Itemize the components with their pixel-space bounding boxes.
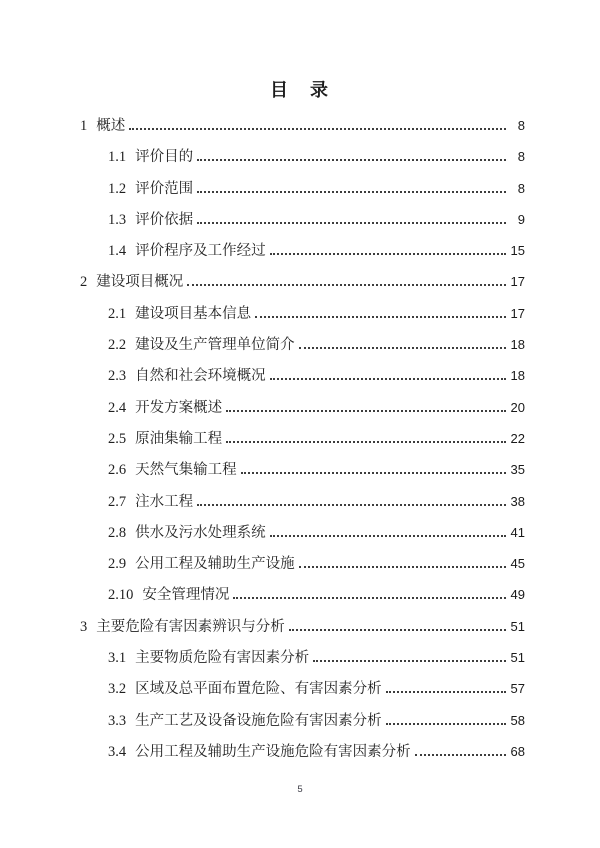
dot-leader — [386, 689, 506, 693]
toc-entry-page: 8 — [517, 149, 525, 165]
dot-leader — [197, 502, 506, 506]
toc-entry[interactable] — [0, 392, 600, 423]
toc-entry-label: 建设及生产管理单位简介 — [135, 337, 295, 354]
toc-entry-page: 58 — [510, 712, 525, 728]
toc-entry-page: 17 — [510, 305, 525, 321]
page-title: 目 录 — [270, 80, 330, 100]
toc-entry[interactable] — [0, 736, 600, 767]
toc-entry[interactable] — [0, 517, 600, 548]
toc-entry-number: 2.2 — [108, 337, 127, 354]
toc-entry[interactable] — [0, 579, 600, 610]
dot-leader — [289, 627, 506, 631]
toc-entry-number: 2.9 — [108, 556, 127, 573]
toc-entry-label: 评价依据 — [135, 211, 194, 228]
toc-entry-page: 68 — [510, 743, 525, 759]
toc-entry-label: 天然气集输工程 — [135, 462, 237, 479]
toc-entry-page: 15 — [510, 243, 525, 259]
toc-entry-number: 2 — [80, 274, 88, 291]
toc-list — [0, 110, 600, 767]
dot-leader — [197, 220, 506, 224]
toc-entry-number: 1 — [80, 118, 88, 134]
toc-entry-page: 18 — [510, 368, 525, 384]
toc-entry-page: 9 — [517, 211, 525, 227]
toc-entry-number: 2.5 — [108, 430, 127, 447]
toc-entry-page: 20 — [510, 399, 525, 415]
dot-leader — [299, 564, 506, 568]
toc-entry[interactable] — [0, 673, 600, 704]
dot-leader — [386, 721, 506, 725]
dot-leader — [233, 595, 506, 599]
toc-entry[interactable] — [0, 548, 600, 579]
toc-entry-number: 1.2 — [108, 180, 127, 197]
toc-entry[interactable] — [0, 611, 600, 642]
toc-entry-label: 公用工程及辅助生产设施 — [135, 556, 295, 573]
toc-entry-page: 51 — [510, 650, 525, 666]
toc-entry-number: 2.3 — [108, 368, 127, 385]
dot-leader — [226, 408, 506, 412]
toc-entry-page: 18 — [510, 337, 525, 353]
toc-entry-label: 安全管理情况 — [142, 587, 230, 604]
dot-leader — [226, 439, 506, 443]
dot-leader — [270, 251, 506, 255]
toc-entry-label: 生产工艺及设备设施危险有害因素分析 — [135, 712, 382, 729]
toc-entry-number: 1.4 — [108, 243, 127, 260]
toc-entry-page: 8 — [517, 118, 525, 133]
toc-entry-page: 35 — [510, 462, 525, 478]
toc-entry[interactable] — [0, 298, 600, 329]
toc-entry[interactable] — [0, 705, 600, 736]
toc-entry-page: 38 — [510, 493, 525, 509]
toc-entry-label: 建设项目基本信息 — [135, 305, 252, 322]
toc-entry-page: 49 — [510, 587, 525, 603]
toc-entry-label: 评价范围 — [135, 180, 194, 197]
toc-entry-page: 45 — [510, 556, 525, 572]
dot-leader — [313, 658, 506, 662]
toc-entry-label: 概述 — [96, 118, 126, 134]
dot-leader — [270, 533, 506, 537]
toc-entry-page: 22 — [510, 430, 525, 446]
toc-entry[interactable] — [0, 423, 600, 454]
dot-leader — [415, 752, 506, 756]
dot-leader — [270, 376, 506, 380]
toc-entry-number: 1.3 — [108, 211, 127, 228]
dot-leader — [255, 314, 506, 318]
toc-entry-number: 2.10 — [108, 587, 134, 604]
toc-entry-label: 区域及总平面布置危险、有害因素分析 — [135, 681, 382, 698]
toc-entry-label: 主要物质危险有害因素分析 — [135, 650, 310, 667]
toc-entry-page: 57 — [510, 681, 525, 697]
toc-entry-page: 17 — [510, 274, 525, 290]
toc-entry[interactable] — [0, 486, 600, 517]
toc-entry[interactable] — [0, 454, 600, 485]
toc-entry-label: 建设项目概况 — [96, 274, 184, 291]
toc-entry-number: 3.1 — [108, 650, 127, 667]
dot-leader — [241, 470, 506, 474]
dot-leader — [197, 157, 506, 161]
toc-entry-number: 3.2 — [108, 681, 127, 698]
toc-entry-label: 注水工程 — [135, 493, 194, 510]
toc-entry[interactable] — [0, 141, 600, 172]
toc-entry-label: 评价程序及工作经过 — [135, 243, 266, 260]
dot-leader — [187, 282, 506, 286]
toc-entry-number: 2.7 — [108, 493, 127, 510]
toc-entry[interactable] — [0, 642, 600, 673]
toc-entry[interactable] — [0, 110, 600, 141]
toc-entry-label: 供水及污水处理系统 — [135, 524, 266, 541]
toc-entry-number: 3.3 — [108, 712, 127, 729]
toc-entry-label: 原油集输工程 — [135, 430, 223, 447]
toc-entry-page: 41 — [510, 524, 525, 540]
toc-entry[interactable] — [0, 204, 600, 235]
toc-entry[interactable] — [0, 329, 600, 360]
toc-entry[interactable] — [0, 360, 600, 391]
dot-leader — [197, 189, 506, 193]
toc-entry-number: 2.6 — [108, 462, 127, 479]
toc-entry-label: 主要危险有害因素辨识与分析 — [96, 618, 285, 635]
toc-entry-label: 公用工程及辅助生产设施危险有害因素分析 — [135, 743, 411, 760]
footer-page-number: 5 — [297, 784, 303, 795]
toc-entry-number: 2.4 — [108, 399, 127, 416]
dot-leader — [299, 345, 506, 349]
dot-leader — [129, 126, 506, 130]
toc-entry[interactable] — [0, 173, 600, 204]
toc-entry[interactable] — [0, 266, 600, 297]
toc-entry-number: 1.1 — [108, 149, 127, 166]
toc-entry-number: 3.4 — [108, 743, 127, 760]
toc-entry-page: 8 — [517, 180, 525, 196]
toc-entry-label: 自然和社会环境概况 — [135, 368, 266, 385]
toc-entry-number: 2.1 — [108, 305, 127, 322]
toc-entry-label: 评价目的 — [135, 149, 194, 166]
toc-entry[interactable] — [0, 235, 600, 266]
toc-entry-label: 开发方案概述 — [135, 399, 223, 416]
toc-entry-page: 51 — [510, 618, 525, 634]
toc-entry-number: 2.8 — [108, 524, 127, 541]
toc-entry-number: 3 — [80, 618, 88, 635]
